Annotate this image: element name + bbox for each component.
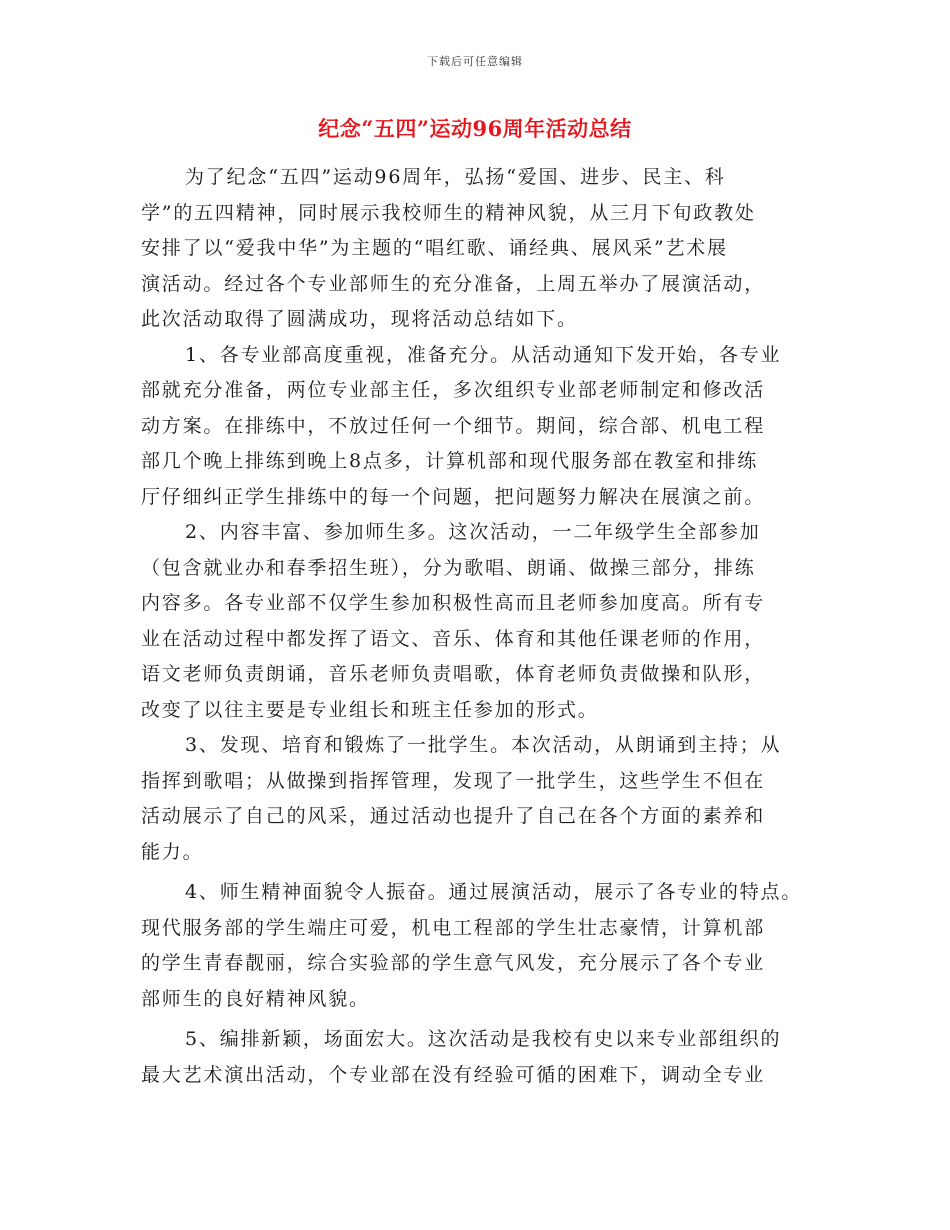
document-title: 纪念“五四”运动96周年活动总结 <box>318 116 632 141</box>
body-line: 3、发现、培育和锻炼了一批学生。本次活动，从朗诵到主持；从 <box>185 734 782 756</box>
body-line: 部几个晚上排练到晚上8点多，计算机部和现代服务部在教室和排练 <box>141 450 759 472</box>
body-line: 1、各专业部高度重视，准备充分。从活动通知下发开始，各专业 <box>185 343 782 366</box>
body-line: 演活动。经过各个专业部师生的充分准备，上周五举办了展演活动， <box>141 272 766 295</box>
body-line: 安排了以“爱我中华”为主题的“唱红歌、诵经典、展风采”艺术展 <box>141 237 728 259</box>
header-note: 下载后可任意编辑 <box>427 55 523 68</box>
body-line: 部师生的良好精神风貌。 <box>141 987 370 1010</box>
body-line: 能力。 <box>141 840 204 863</box>
body-line: 动方案。在排练中，不放过任何一个细节。期间，综合部、机电工程 <box>141 414 766 437</box>
body-line: 指挥到歌唱；从做操到指挥管理，发现了一批学生，这些学生不但在 <box>141 769 766 792</box>
body-line: 的学生青春靓丽，综合实验部的学生意气风发，充分展示了各个专业 <box>141 952 766 974</box>
body-line: 活动展示了自己的风采，通过活动也提升了自己在各个方面的素养和 <box>141 805 766 827</box>
body-line: 部就充分准备，两位专业部主任，多次组织专业部老师制定和修改活 <box>141 379 766 401</box>
document-body <box>141 160 835 1093</box>
body-line: 5、编排新颖，场面宏大。这次活动是我校有史以来专业部组织的 <box>185 1028 782 1050</box>
body-line: 4、师生精神面貌令人振奋。通过展演活动，展示了各专业的特点。 <box>185 881 803 903</box>
body-line: 为了纪念“五四”运动96周年，弘扬“爱国、进步、民主、科 <box>185 166 726 188</box>
body-line: 2、内容丰富、参加师生多。这次活动，一二年级学生全部参加 <box>185 521 761 543</box>
body-line: 现代服务部的学生端庄可爱，机电工程部的学生壮志豪情，计算机部 <box>141 916 766 939</box>
body-line: （包含就业办和春季招生班），分为歌唱、朗诵、做操三部分，排练 <box>141 556 756 579</box>
body-line: 学”的五四精神，同时展示我校师生的精神风貌，从三月下旬政教处 <box>141 201 756 224</box>
body-line: 此次活动取得了圆满成功，现将活动总结如下。 <box>141 308 578 330</box>
body-line: 内容多。各专业部不仅学生参加积极性高而且老师参加度高。所有专 <box>141 592 766 614</box>
body-line: 最大艺术演出活动，个专业部在没有经验可循的困难下，调动全专业 <box>141 1063 766 1086</box>
body-line: 厅仔细纠正学生排练中的每一个问题，把问题努力解决在展演之前。 <box>141 485 766 508</box>
body-line: 业在活动过程中都发挥了语文、音乐、体育和其他任课老师的作用， <box>141 627 766 650</box>
body-line: 语文老师负责朗诵，音乐老师负责唱歌，体育老师负责做操和队形， <box>141 663 766 685</box>
body-line: 改变了以往主要是专业组长和班主任参加的形式。 <box>141 698 599 721</box>
